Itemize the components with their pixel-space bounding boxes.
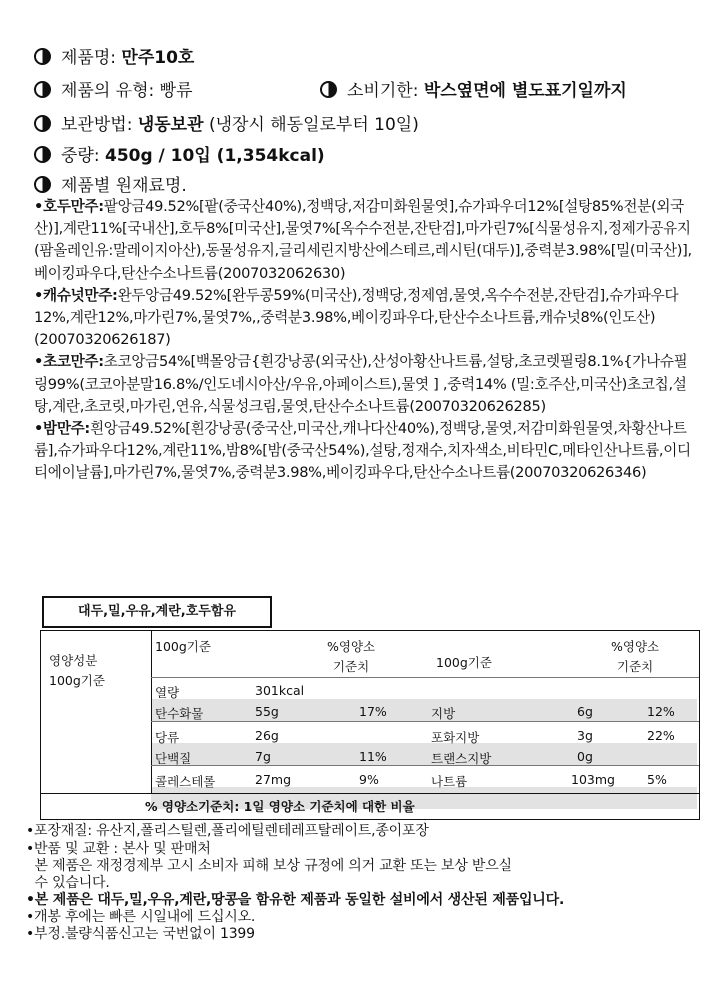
ingredient-chestnut: •밤만주:흰앙금49.52%[흰강낭콩(중국산,미국산,캐나다산40%),정백당,물엿,저감미화원물엿,차황산나트륨],슈가파우다12%,계란11%,밤8%[밤(중국산54%),설탕,정재수,치자색소,비타민C,메타인산나트륨,이디티에이날륨],마가린7%,물엿7%,중력분3.98%,베이킹파우다,탄산수소나트륨(20070320626346) bbox=[34, 420, 691, 482]
half-circle-icon bbox=[34, 48, 51, 65]
product-type-row: 제품의 유형: 빵류 bbox=[34, 76, 193, 101]
nutrition-table: 영양성분 100g기준 100g기준 %영양소 기준치 100g기준 %영양소 기준치 열량 301kcal 탄수화물 55g 17% 지방 6g 12% 당류 26g 포화지방 3g 22% 단백질 7g 11% 트랜스지방 0g 콜레스테롤 27mg 9% 나트륨 103mg 5% % 영양소기준치: 1일 영양소 기준치에 대한 비율 bbox=[40, 630, 700, 820]
half-circle-icon bbox=[34, 81, 51, 98]
allergy-box: 대두,밀,우유,계란,호두함유 bbox=[42, 596, 272, 628]
expiry-row: 소비기한: 박스옆면에 별도표기일까지 bbox=[320, 76, 627, 101]
ingredient-cashew: •캐슈넛만주:완두앙금49.52%[완두콩59%(미국산),정백당,정제염,물엿,옥수수전분,잔탄검],슈가파우다12%,계란12%,마가린7%,물엿7%,,중력분3.98%,베이킹파우다,탄산수소나트륨,캐슈넛8%(인도산)(20070320626187) bbox=[34, 286, 679, 349]
weight-row: 중량: 450g / 10입 (1,354kcal) bbox=[34, 141, 325, 166]
storage-row: 보관방법: 냉동보관 (냉장시 해동일로부터 10일) bbox=[34, 110, 419, 135]
half-circle-icon bbox=[320, 81, 337, 98]
nutrition-header: 영양성분 100g기준 bbox=[49, 653, 105, 688]
half-circle-icon bbox=[34, 146, 51, 163]
nutrition-footnote: % 영양소기준치: 1일 영양소 기준치에 대한 비율 bbox=[145, 799, 415, 814]
ingredient-hodu: •호두만주:팥앙금49.52%[팥(중국산40%),정백당,저감미화원물엿],슈가파우더12%[설탕85%전분(외국산)],계란11%[국내산],호두8%[미국산],물엿7%[옥수수전분,잔탄검],마가린7%[식물성유지,정제가공유지(팜올레인유:말레이지아산),동물성유지,글리세린지방산에스테르,레시틴(대두)],중력분3.98%[밀(미국산)],베이킹파우다,탄산수소나트륨(2007032062630) bbox=[34, 198, 692, 282]
ingredients-title-row: 제품별 원재료명. bbox=[34, 171, 187, 196]
product-name-row: 제품명: 만주10호 bbox=[34, 43, 194, 68]
product-name: 만주10호 bbox=[121, 48, 195, 68]
half-circle-icon bbox=[34, 115, 51, 132]
half-circle-icon bbox=[34, 176, 51, 193]
ingredient-choco: •초코만주:초코앙금54%[백몰앙금{흰강낭콩(외국산),산성아황산나트륨,설탕,초코렛필링8.1%{가나슈필링99%(코코아분말16.8%/인도네시아산/우유,아페이스트),물엿 ] ,중력14% (밀:호주산,미국산)초코칩,설탕,계란,초코릿,마가린,연유,식물성크림,물엿,탄산수소나트륨(20070320626285) bbox=[34, 353, 688, 415]
ingredients-list bbox=[34, 196, 696, 485]
